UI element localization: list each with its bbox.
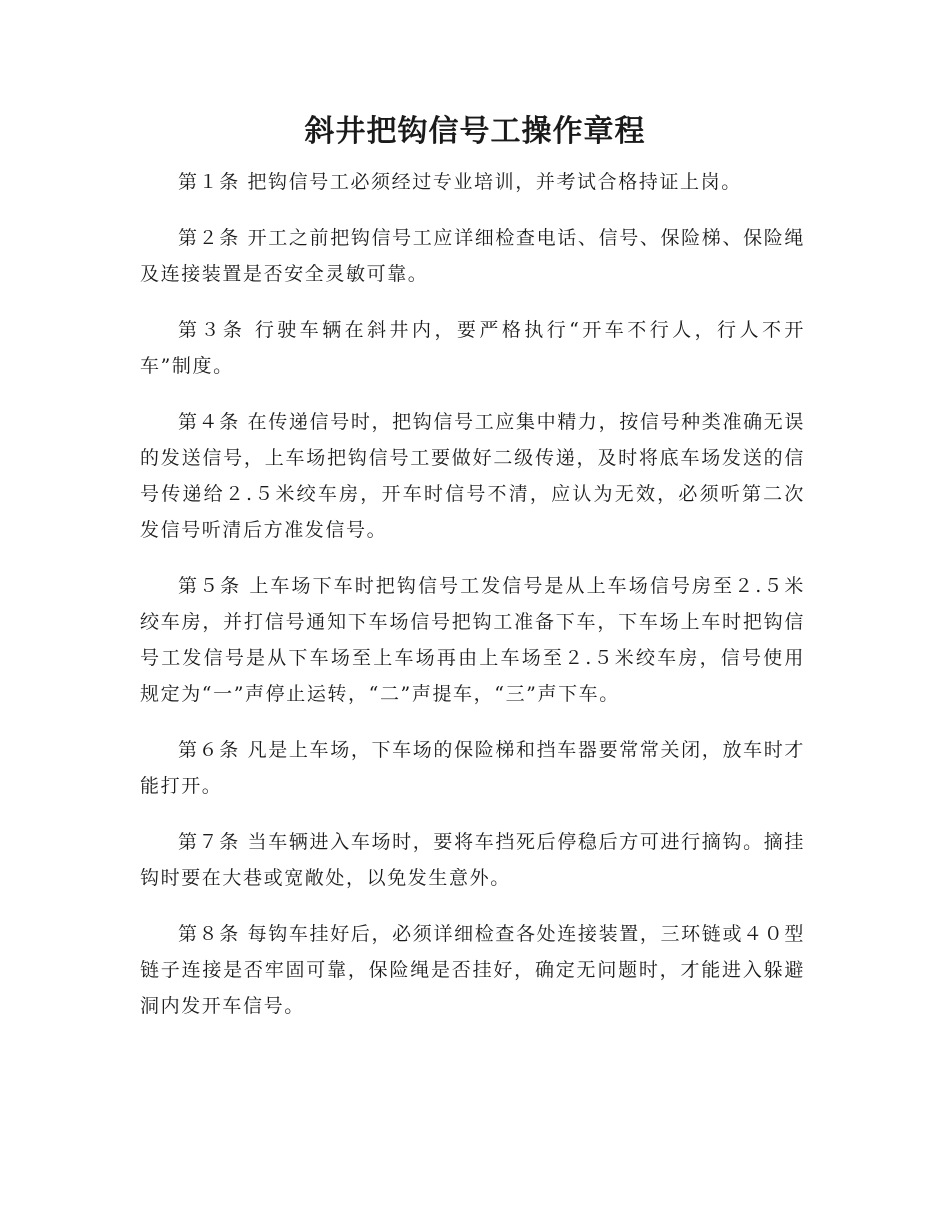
article-5: 第５条 上车场下车时把钩信号工发信号是从上车场信号房至２.５米绞车房，并打信号通知下车场信号把钩工准备下车，下车场上车时把钩信号工发信号是从下车场至上车场再由上车场至２.５米绞车房，信号使用规定为“一”声停止运转，“二”声提车，“三”声下车。 [140, 575, 805, 705]
article-3: 第３条 行驶车辆在斜井内，要严格执行“开车不行人，行人不开车”制度。 [140, 319, 805, 377]
article-6: 第６条 凡是上车场，下车场的保险梯和挡车器要常常关闭，放车时才能打开。 [140, 739, 805, 797]
article-4: 第４条 在传递信号时，把钩信号工应集中精力，按信号种类准确无误的发送信号，上车场把钩信号工要做好二级传递，及时将底车场发送的信号传递给２.５米绞车房，开车时信号不清，应认为无效，必须听第二次发信号听清后方准发信号。 [140, 411, 805, 541]
article-8: 第８条 每钩车挂好后，必须详细检查各处连接装置，三环链或４０型链子连接是否牢固可靠，保险绳是否挂好，确定无问题时，才能进入躲避洞内发开车信号。 [140, 923, 805, 1017]
article-7: 第７条 当车辆进入车场时，要将车挡死后停稳后方可进行摘钩。摘挂钩时要在大巷或宽敞处，以免发生意外。 [140, 831, 805, 889]
article-1: 第１条 把钩信号工必须经过专业培训，并考试合格持证上岗。 [178, 171, 742, 193]
document-title: 斜井把钩信号工操作章程 [304, 114, 646, 149]
document-body [140, 164, 805, 1044]
article-2: 第２条 开工之前把钩信号工应详细检查电话、信号、保险梯、保险绳及连接装置是否安全灵敏可靠。 [140, 227, 805, 285]
